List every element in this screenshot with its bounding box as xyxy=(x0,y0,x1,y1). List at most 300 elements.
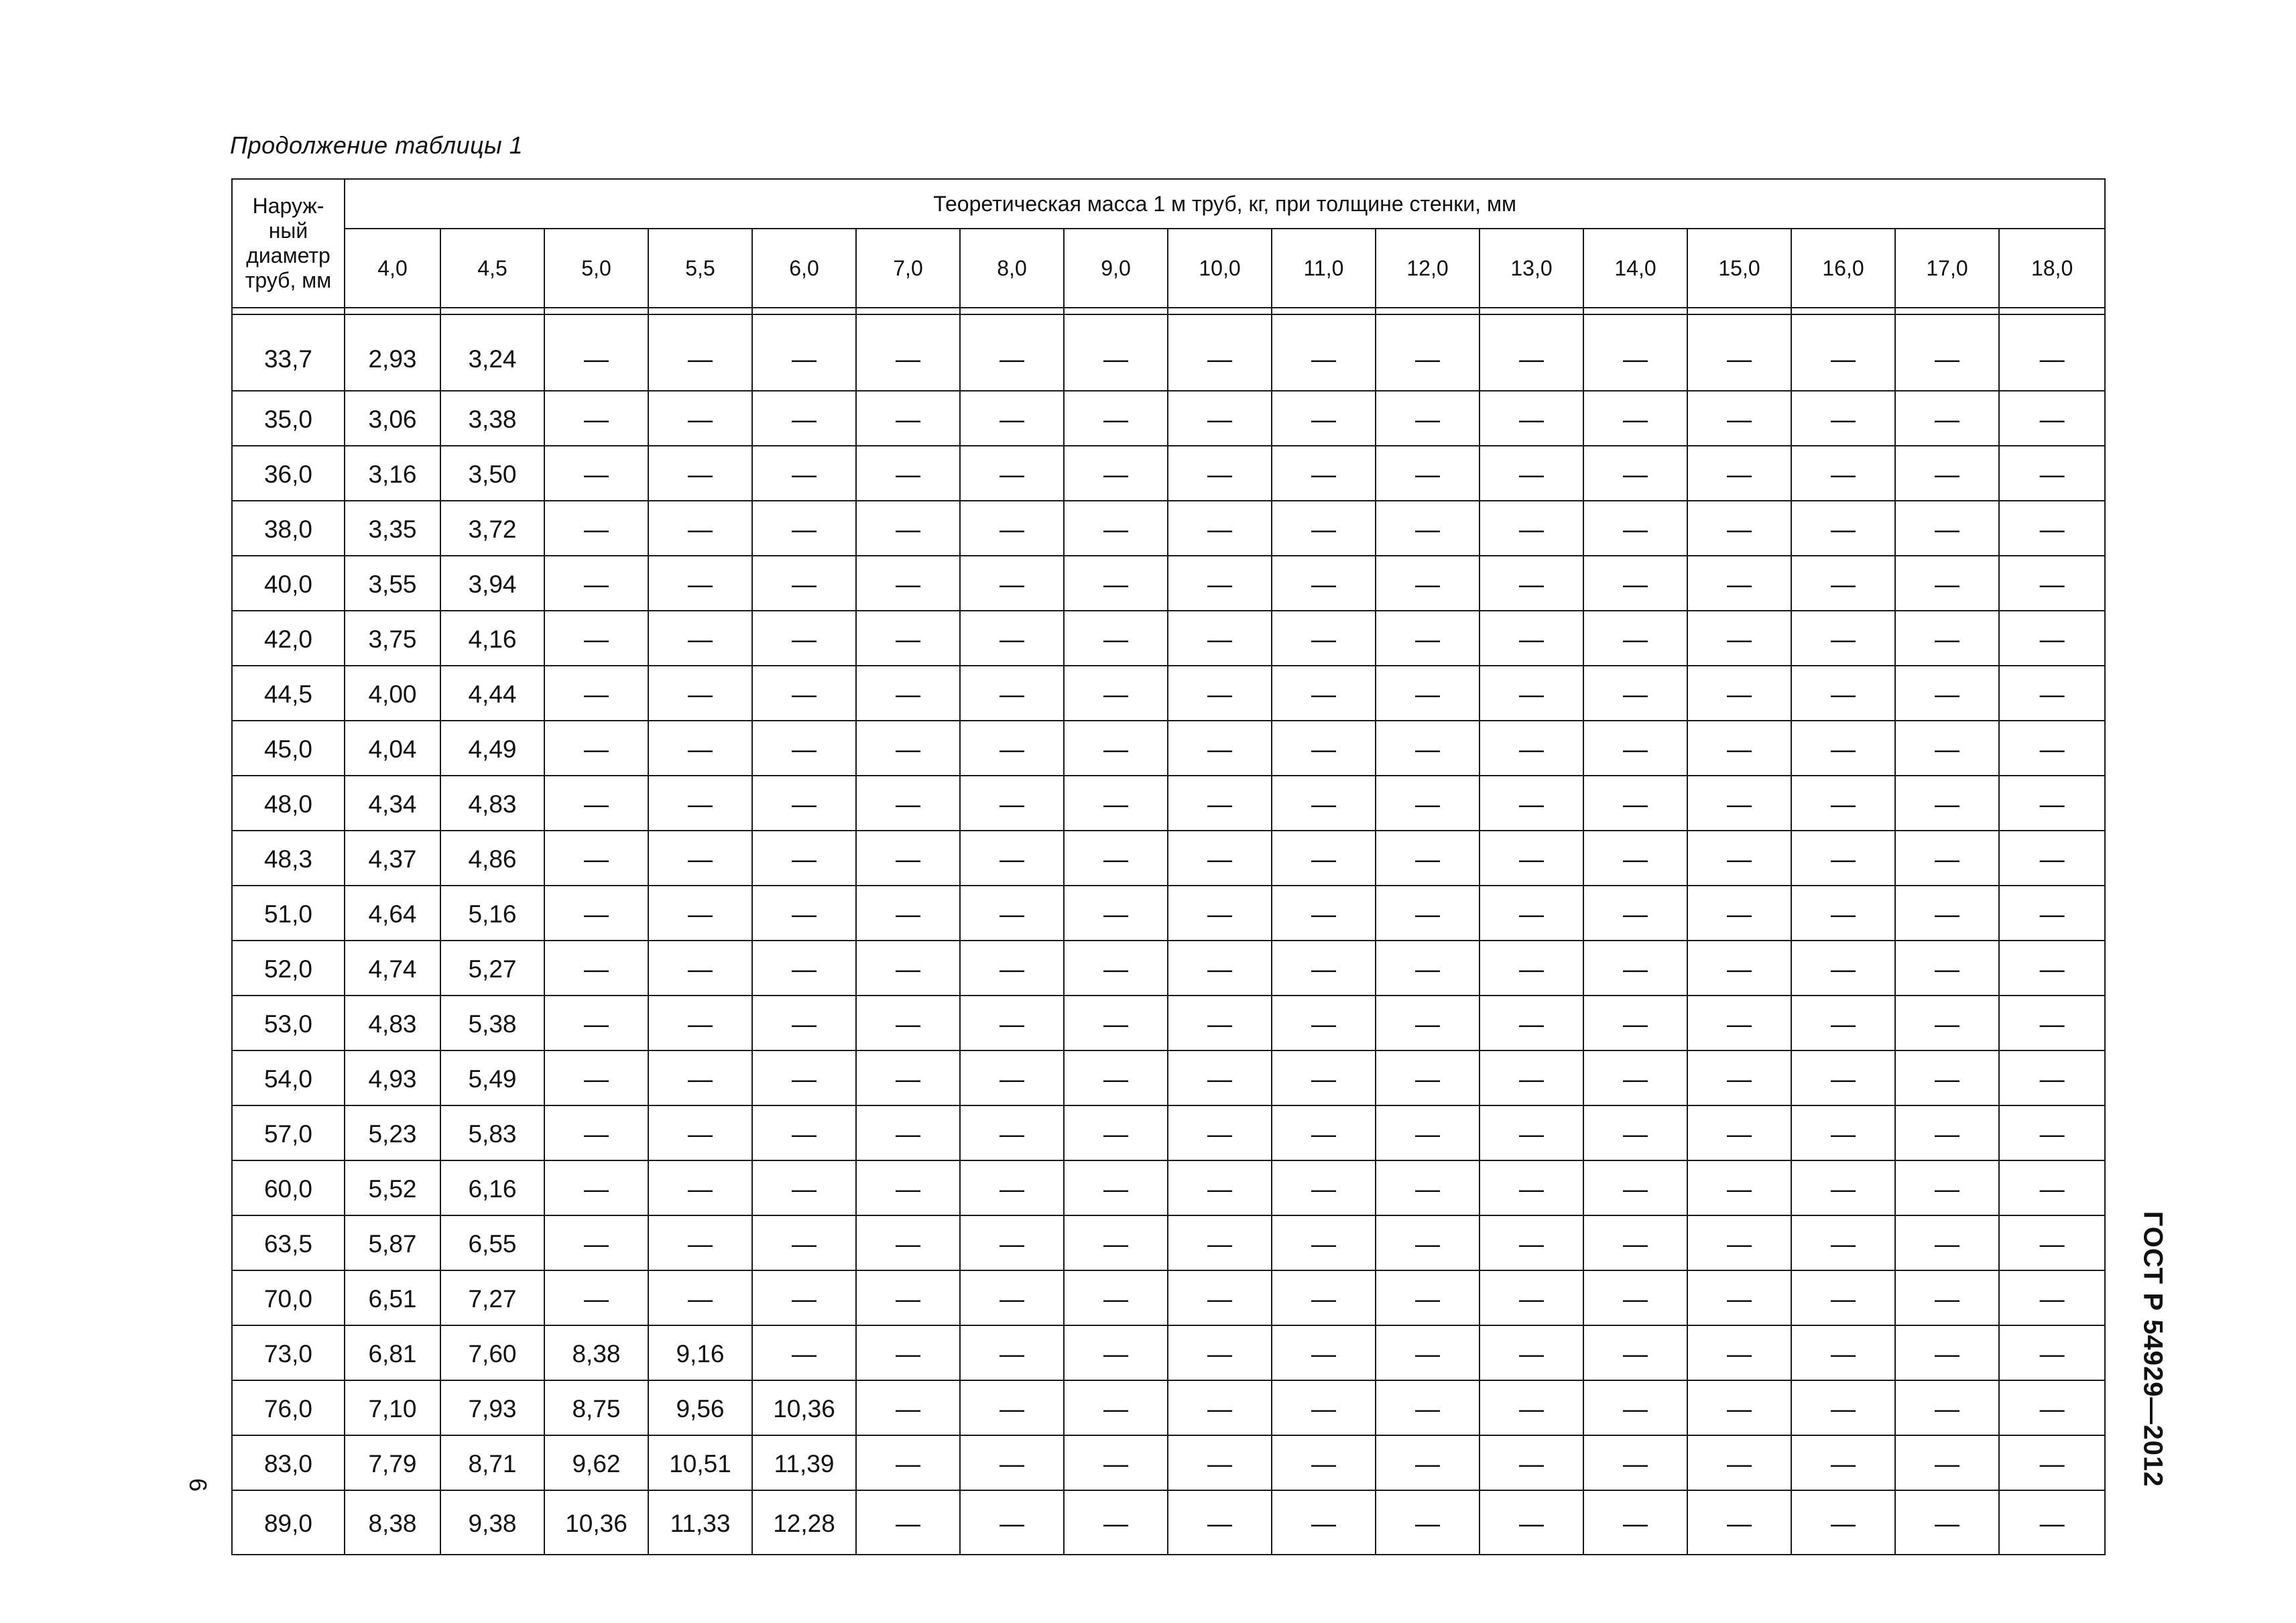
mass-cell: — xyxy=(856,941,960,996)
mass-cell: — xyxy=(1064,886,1168,941)
diameter-header-text xyxy=(233,194,344,292)
table-row xyxy=(232,1325,2105,1380)
mass-cell: — xyxy=(960,1050,1064,1105)
mass-cell: — xyxy=(1479,1325,1583,1380)
mass-cell: — xyxy=(1168,1435,1272,1490)
mass-cell: 3,06 xyxy=(345,391,440,446)
mass-cell: 6,55 xyxy=(440,1215,544,1270)
diameter-cell: 48,3 xyxy=(232,831,345,886)
mass-cell: — xyxy=(1999,941,2105,996)
mass-cell: — xyxy=(1687,1215,1791,1270)
mass-cell: 4,93 xyxy=(345,1050,440,1105)
header-separator xyxy=(232,308,2105,314)
thickness-header: 8,0 xyxy=(960,229,1064,308)
diameter-cell: 44,5 xyxy=(232,666,345,721)
mass-cell: 3,38 xyxy=(440,391,544,446)
mass-cell: — xyxy=(1583,501,1687,556)
mass-cell: — xyxy=(1895,1160,1999,1215)
mass-cell: — xyxy=(1687,721,1791,776)
mass-cell: 5,38 xyxy=(440,996,544,1050)
mass-cell: — xyxy=(544,314,648,391)
mass-cell: — xyxy=(1272,886,1376,941)
mass-cell: — xyxy=(1168,1050,1272,1105)
mass-cell: — xyxy=(648,1215,752,1270)
mass-cell: — xyxy=(1376,1435,1479,1490)
mass-cell: — xyxy=(1272,1105,1376,1160)
mass-cell: — xyxy=(1791,611,1895,666)
diameter-cell: 42,0 xyxy=(232,611,345,666)
mass-cell: — xyxy=(960,1105,1064,1160)
mass-cell: — xyxy=(544,1050,648,1105)
mass-cell: 5,49 xyxy=(440,1050,544,1105)
mass-cell: — xyxy=(960,1490,1064,1555)
mass-cell: — xyxy=(1583,886,1687,941)
mass-cell: — xyxy=(752,501,856,556)
mass-cell: — xyxy=(1272,1050,1376,1105)
mass-cell: — xyxy=(1479,886,1583,941)
mass-cell: 3,94 xyxy=(440,556,544,611)
mass-cell: — xyxy=(1583,666,1687,721)
mass-cell: — xyxy=(752,776,856,831)
mass-cell: — xyxy=(1376,1490,1479,1555)
mass-cell: — xyxy=(648,941,752,996)
thickness-header: 18,0 xyxy=(1999,229,2105,308)
table-row xyxy=(232,1105,2105,1160)
mass-cell: 7,79 xyxy=(345,1435,440,1490)
mass-cell: — xyxy=(1583,1050,1687,1105)
thickness-header: 10,0 xyxy=(1168,229,1272,308)
mass-cell: — xyxy=(1687,1050,1791,1105)
mass-cell: — xyxy=(856,776,960,831)
mass-cell: — xyxy=(856,886,960,941)
mass-cell: 7,27 xyxy=(440,1270,544,1325)
mass-cell: — xyxy=(1895,996,1999,1050)
table-row xyxy=(232,996,2105,1050)
thickness-header: 4,5 xyxy=(440,229,544,308)
mass-cell: — xyxy=(1064,721,1168,776)
table-row xyxy=(232,776,2105,831)
diameter-cell: 53,0 xyxy=(232,996,345,1050)
thickness-header: 14,0 xyxy=(1583,229,1687,308)
mass-cell: — xyxy=(1583,1215,1687,1270)
mass-cell: — xyxy=(1583,556,1687,611)
mass-cell: — xyxy=(1583,446,1687,501)
table-row xyxy=(232,391,2105,446)
mass-cell: — xyxy=(1272,556,1376,611)
mass-cell: — xyxy=(1687,501,1791,556)
mass-cell: — xyxy=(1376,886,1479,941)
mass-cell: — xyxy=(1479,446,1583,501)
mass-cell: — xyxy=(1895,1215,1999,1270)
mass-cell: — xyxy=(1272,446,1376,501)
mass-cell: 5,16 xyxy=(440,886,544,941)
mass-cell: — xyxy=(752,556,856,611)
mass-cell: 5,87 xyxy=(345,1215,440,1270)
mass-cell: — xyxy=(960,314,1064,391)
diameter-cell: 70,0 xyxy=(232,1270,345,1325)
mass-cell: — xyxy=(1168,1490,1272,1555)
mass-cell: — xyxy=(1272,1325,1376,1380)
mass-cell: — xyxy=(1895,501,1999,556)
mass-cell: — xyxy=(1687,314,1791,391)
mass-cell: — xyxy=(1999,501,2105,556)
mass-cell: — xyxy=(856,1380,960,1435)
mass-cell: — xyxy=(1687,611,1791,666)
mass-cell: — xyxy=(1479,721,1583,776)
mass-cell: — xyxy=(1583,721,1687,776)
mass-cell: — xyxy=(1999,776,2105,831)
table-row xyxy=(232,556,2105,611)
mass-cell: 4,49 xyxy=(440,721,544,776)
mass-cell: — xyxy=(544,1270,648,1325)
mass-cell: — xyxy=(752,314,856,391)
mass-cell: — xyxy=(1168,1105,1272,1160)
mass-cell: — xyxy=(752,941,856,996)
mass-cell: — xyxy=(1895,886,1999,941)
mass-cell: — xyxy=(544,831,648,886)
mass-cell: — xyxy=(960,831,1064,886)
mass-cell: — xyxy=(1479,776,1583,831)
mass-cell: — xyxy=(1999,391,2105,446)
mass-cell: — xyxy=(1064,1435,1168,1490)
mass-cell: — xyxy=(1999,1105,2105,1160)
mass-cell: — xyxy=(1583,1490,1687,1555)
mass-cell: — xyxy=(544,666,648,721)
page-number xyxy=(178,1465,218,1505)
mass-cell: — xyxy=(1168,1325,1272,1380)
mass-cell: — xyxy=(1064,996,1168,1050)
mass-cell: — xyxy=(1895,1380,1999,1435)
mass-cell: — xyxy=(1687,1325,1791,1380)
mass-cell: — xyxy=(1272,666,1376,721)
mass-cell: — xyxy=(856,556,960,611)
mass-cell: — xyxy=(752,721,856,776)
mass-cell: — xyxy=(1895,1325,1999,1380)
diameter-cell: 54,0 xyxy=(232,1050,345,1105)
mass-cell: — xyxy=(960,776,1064,831)
diameter-cell: 52,0 xyxy=(232,941,345,996)
mass-cell: — xyxy=(1687,831,1791,886)
mass-cell: — xyxy=(960,501,1064,556)
mass-cell: — xyxy=(1064,1105,1168,1160)
mass-cell: — xyxy=(648,831,752,886)
table-body xyxy=(232,314,2105,1555)
diameter-cell: 63,5 xyxy=(232,1215,345,1270)
mass-cell: 6,51 xyxy=(345,1270,440,1325)
mass-cell: 10,51 xyxy=(648,1435,752,1490)
mass-cell: 8,38 xyxy=(345,1490,440,1555)
mass-cell: 8,75 xyxy=(544,1380,648,1435)
mass-cell: — xyxy=(960,666,1064,721)
mass-cell: — xyxy=(1895,941,1999,996)
mass-cell: — xyxy=(1168,831,1272,886)
standard-designation-text: ГОСТ Р 54929—2012 xyxy=(2138,1211,2168,1487)
mass-cell: — xyxy=(1791,446,1895,501)
mass-cell: 5,23 xyxy=(345,1105,440,1160)
mass-cell: — xyxy=(1376,941,1479,996)
mass-cell: — xyxy=(1687,1270,1791,1325)
mass-cell: — xyxy=(1168,611,1272,666)
mass-cell: — xyxy=(1272,1380,1376,1435)
mass-cell: — xyxy=(856,1160,960,1215)
mass-cell: — xyxy=(544,721,648,776)
mass-cell: 4,44 xyxy=(440,666,544,721)
mass-cell: — xyxy=(1272,776,1376,831)
mass-cell: — xyxy=(1479,996,1583,1050)
mass-cell: 8,38 xyxy=(544,1325,648,1380)
mass-cell: — xyxy=(1999,996,2105,1050)
mass-cell: — xyxy=(1479,1435,1583,1490)
mass-cell: — xyxy=(1583,996,1687,1050)
mass-cell: — xyxy=(648,446,752,501)
thickness-header: 12,0 xyxy=(1376,229,1479,308)
mass-cell: 4,00 xyxy=(345,666,440,721)
mass-cell: — xyxy=(1791,831,1895,886)
thickness-header: 17,0 xyxy=(1895,229,1999,308)
mass-cell: — xyxy=(1999,666,2105,721)
mass-cell: — xyxy=(1687,1435,1791,1490)
page-number-text: 6 xyxy=(184,1478,212,1492)
mass-cell: — xyxy=(1791,1050,1895,1105)
mass-cell: — xyxy=(1272,996,1376,1050)
mass-cell: — xyxy=(1791,391,1895,446)
mass-cell: — xyxy=(1376,1325,1479,1380)
mass-cell: — xyxy=(1064,1325,1168,1380)
thickness-header: 15,0 xyxy=(1687,229,1791,308)
mass-cell: — xyxy=(752,886,856,941)
mass-cell: — xyxy=(1479,666,1583,721)
mass-cell: — xyxy=(1064,1380,1168,1435)
mass-cell: 9,16 xyxy=(648,1325,752,1380)
mass-cell: — xyxy=(1895,721,1999,776)
mass-cell: — xyxy=(1168,721,1272,776)
mass-cell: — xyxy=(1791,666,1895,721)
mass-cell: — xyxy=(648,1270,752,1325)
mass-cell: — xyxy=(1479,314,1583,391)
mass-cell: — xyxy=(856,1215,960,1270)
mass-cell: — xyxy=(1687,391,1791,446)
mass-cell: — xyxy=(1583,611,1687,666)
mass-cell: — xyxy=(1895,446,1999,501)
mass-cell: — xyxy=(856,666,960,721)
mass-cell: — xyxy=(1479,1490,1583,1555)
mass-cell: 7,93 xyxy=(440,1380,544,1435)
mass-cell: — xyxy=(1376,996,1479,1050)
mass-cell: — xyxy=(960,1325,1064,1380)
mass-cell: 3,75 xyxy=(345,611,440,666)
table-row xyxy=(232,314,2105,391)
mass-cell: — xyxy=(1999,1050,2105,1105)
mass-cell: — xyxy=(1376,1050,1479,1105)
mass-cell: 11,33 xyxy=(648,1490,752,1555)
mass-cell: — xyxy=(1168,314,1272,391)
mass-cell: — xyxy=(960,886,1064,941)
diameter-cell: 51,0 xyxy=(232,886,345,941)
mass-cell: — xyxy=(1999,611,2105,666)
mass-cell: — xyxy=(1064,611,1168,666)
mass-cell: — xyxy=(1791,1435,1895,1490)
diameter-cell: 35,0 xyxy=(232,391,345,446)
mass-cell: — xyxy=(856,391,960,446)
mass-cell: — xyxy=(1272,611,1376,666)
table-row xyxy=(232,611,2105,666)
mass-cell: — xyxy=(1479,1050,1583,1105)
table-row xyxy=(232,941,2105,996)
mass-cell: — xyxy=(752,611,856,666)
mass-cell: — xyxy=(1064,776,1168,831)
mass-cell: — xyxy=(544,556,648,611)
diameter-cell: 83,0 xyxy=(232,1435,345,1490)
mass-cell: 4,74 xyxy=(345,941,440,996)
mass-cell: — xyxy=(1376,446,1479,501)
mass-cell: — xyxy=(1376,611,1479,666)
mass-cell: — xyxy=(544,776,648,831)
mass-cell: — xyxy=(544,941,648,996)
diameter-header-line: ный xyxy=(268,219,308,243)
mass-cell: — xyxy=(960,1380,1064,1435)
diameter-column-header xyxy=(232,179,345,308)
mass-cell: — xyxy=(648,1105,752,1160)
mass-cell: — xyxy=(856,721,960,776)
mass-cell: — xyxy=(1895,1490,1999,1555)
mass-cell: — xyxy=(856,1490,960,1555)
table-row xyxy=(232,1050,2105,1105)
table-row xyxy=(232,831,2105,886)
mass-cell: — xyxy=(1376,721,1479,776)
mass-cell: — xyxy=(1999,1380,2105,1435)
mass-cell: — xyxy=(1479,1160,1583,1215)
diameter-cell: 60,0 xyxy=(232,1160,345,1215)
mass-cell: — xyxy=(544,611,648,666)
mass-cell: — xyxy=(1272,1270,1376,1325)
mass-cell: — xyxy=(1791,1325,1895,1380)
mass-cell: 12,28 xyxy=(752,1490,856,1555)
mass-cell: — xyxy=(1272,1435,1376,1490)
mass-cell: — xyxy=(1583,1270,1687,1325)
mass-cell: — xyxy=(1583,1435,1687,1490)
mass-cell: — xyxy=(960,996,1064,1050)
mass-cell: — xyxy=(544,1105,648,1160)
mass-cell: — xyxy=(1895,831,1999,886)
mass-cell: 9,56 xyxy=(648,1380,752,1435)
mass-cell: — xyxy=(1479,1270,1583,1325)
thickness-header: 5,0 xyxy=(544,229,648,308)
mass-cell: — xyxy=(1376,391,1479,446)
mass-cell: 10,36 xyxy=(544,1490,648,1555)
mass-cell: — xyxy=(856,314,960,391)
mass-cell: — xyxy=(1376,1105,1479,1160)
mass-cell: 9,62 xyxy=(544,1435,648,1490)
mass-cell: — xyxy=(544,1215,648,1270)
mass-cell: — xyxy=(1376,776,1479,831)
mass-cell: — xyxy=(1583,391,1687,446)
mass-cell: — xyxy=(648,886,752,941)
mass-cell: — xyxy=(1895,314,1999,391)
mass-cell: — xyxy=(648,501,752,556)
mass-cell: — xyxy=(1479,611,1583,666)
mass-cell: — xyxy=(1791,1105,1895,1160)
mass-cell: 5,27 xyxy=(440,941,544,996)
table-row xyxy=(232,666,2105,721)
mass-cell: — xyxy=(1999,1490,2105,1555)
mass-cell: — xyxy=(1999,831,2105,886)
mass-cell: — xyxy=(960,446,1064,501)
mass-cell: — xyxy=(1791,501,1895,556)
mass-cell: — xyxy=(1064,501,1168,556)
mass-cell: — xyxy=(856,446,960,501)
mass-cell: — xyxy=(1064,1490,1168,1555)
mass-cell: — xyxy=(1064,314,1168,391)
mass-cell: — xyxy=(1895,1050,1999,1105)
mass-cell: — xyxy=(648,556,752,611)
mass-cell: 6,81 xyxy=(345,1325,440,1380)
mass-cell: — xyxy=(752,1160,856,1215)
mass-cell: — xyxy=(856,1050,960,1105)
mass-cell: — xyxy=(1376,666,1479,721)
table-row xyxy=(232,1160,2105,1215)
mass-cell: — xyxy=(1272,941,1376,996)
mass-cell: — xyxy=(1064,1215,1168,1270)
thickness-header: 6,0 xyxy=(752,229,856,308)
thickness-header: 9,0 xyxy=(1064,229,1168,308)
mass-cell: — xyxy=(1791,721,1895,776)
mass-cell: — xyxy=(648,666,752,721)
mass-cell: — xyxy=(1168,391,1272,446)
mass-cell: — xyxy=(1272,1160,1376,1215)
diameter-cell: 76,0 xyxy=(232,1380,345,1435)
table-row xyxy=(232,886,2105,941)
mass-cell: — xyxy=(1687,446,1791,501)
mass-cell: — xyxy=(1895,1270,1999,1325)
mass-cell: — xyxy=(960,611,1064,666)
mass-cell: — xyxy=(1999,314,2105,391)
mass-cell: 4,04 xyxy=(345,721,440,776)
mass-cell: — xyxy=(856,611,960,666)
table-row xyxy=(232,1380,2105,1435)
mass-cell: — xyxy=(856,1105,960,1160)
diameter-cell: 73,0 xyxy=(232,1325,345,1380)
table-row xyxy=(232,1270,2105,1325)
mass-cell: 6,16 xyxy=(440,1160,544,1215)
mass-cell: — xyxy=(1687,556,1791,611)
diameter-header-line: диаметр xyxy=(246,243,330,267)
mass-cell: — xyxy=(1999,1270,2105,1325)
mass-cell: — xyxy=(1064,831,1168,886)
mass-cell: — xyxy=(648,391,752,446)
mass-cell: — xyxy=(1168,1215,1272,1270)
mass-cell: — xyxy=(1999,446,2105,501)
mass-cell: — xyxy=(1791,1160,1895,1215)
mass-cell: — xyxy=(1999,1160,2105,1215)
mass-cell: 3,50 xyxy=(440,446,544,501)
mass-cell: — xyxy=(1583,1105,1687,1160)
mass-cell: 3,55 xyxy=(345,556,440,611)
mass-cell: — xyxy=(1791,1490,1895,1555)
mass-cell: — xyxy=(1376,1215,1479,1270)
mass-cell: — xyxy=(1895,611,1999,666)
table-row xyxy=(232,1215,2105,1270)
mass-cell: — xyxy=(1895,391,1999,446)
mass-cell: — xyxy=(1168,1380,1272,1435)
mass-cell: 4,34 xyxy=(345,776,440,831)
mass-cell: — xyxy=(648,1160,752,1215)
mass-cell: — xyxy=(1687,1490,1791,1555)
mass-cell: — xyxy=(1999,721,2105,776)
mass-cell: — xyxy=(1064,1050,1168,1105)
mass-cell: — xyxy=(1895,1105,1999,1160)
mass-cell: — xyxy=(856,1325,960,1380)
mass-cell: — xyxy=(960,1435,1064,1490)
